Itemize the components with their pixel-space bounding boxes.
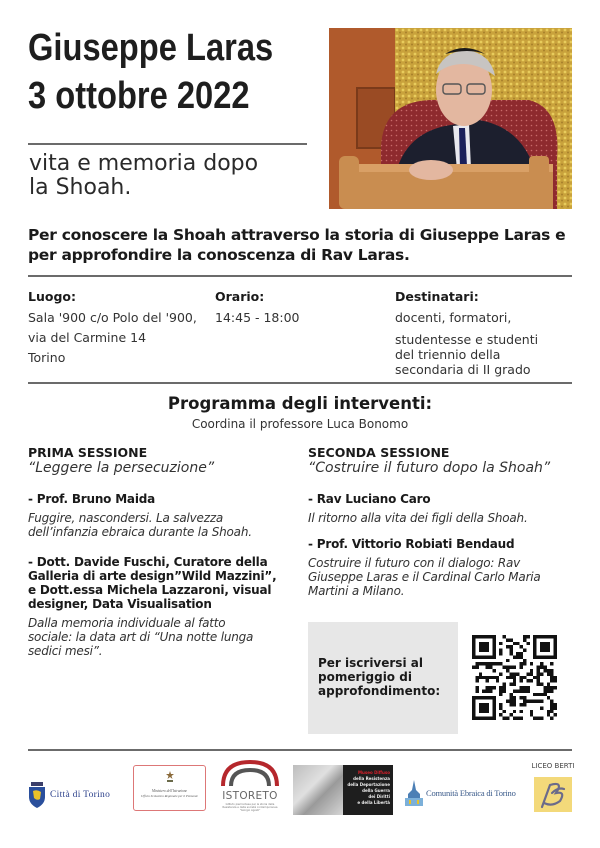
subtitle-line: vita e memoria dopo: [29, 151, 259, 176]
qr-module: [482, 676, 485, 679]
session-seconda: [308, 445, 583, 598]
qr-module: [554, 676, 557, 679]
qr-module: [523, 700, 526, 703]
logo-citta-torino: [28, 779, 123, 811]
registration-line: Per iscriversi al: [318, 656, 423, 670]
qr-module: [523, 689, 526, 692]
qr-module: [479, 642, 489, 652]
qr-module: [520, 679, 523, 682]
qr-module: [513, 700, 516, 703]
qr-module: [506, 676, 509, 679]
qr-module: [509, 672, 512, 675]
qr-module: [550, 672, 553, 675]
torino-shield-icon: [28, 782, 46, 808]
qr-module: [537, 666, 540, 669]
speaker-name: - Prof. Bruno Maida: [28, 492, 156, 506]
qr-module: [492, 662, 495, 665]
qr-module: [509, 703, 512, 706]
title-divider: [28, 143, 307, 145]
qr-module: [537, 693, 540, 696]
qr-module: [550, 679, 553, 682]
qr-module: [516, 655, 519, 658]
qr-module: [520, 703, 523, 706]
qr-module: [537, 669, 540, 672]
qr-module: [547, 672, 550, 675]
logo-comunita-ebraica: [405, 778, 517, 808]
qr-module: [516, 642, 519, 645]
talk-title: Fuggire, nascondersi. La salvezza: [28, 511, 224, 525]
liceo-berti-label: LICEO BERTI: [531, 762, 575, 770]
portrait-photo: [329, 28, 572, 209]
talk-item: [28, 555, 298, 658]
talk-title: dell’infanzia ebraica durante la Shoah.: [28, 525, 252, 539]
speaker-name: e Dott.essa Michela Lazzaroni, visual: [28, 583, 272, 597]
qr-module: [550, 706, 553, 709]
qr-module: [550, 662, 553, 665]
qr-module: [486, 689, 489, 692]
qr-module: [523, 649, 526, 652]
registration-line: approfondimento:: [318, 684, 441, 698]
event-subtitle: [29, 152, 319, 200]
comunita-label: Comunità Ebraica di Torino: [426, 788, 516, 798]
qr-module: [513, 696, 516, 699]
qr-module: [506, 717, 509, 720]
qr-module: [547, 689, 550, 692]
qr-module: [520, 689, 523, 692]
qr-module: [482, 689, 485, 692]
qr-module: [540, 683, 543, 686]
qr-module: [523, 662, 526, 665]
intro-line: Per conoscere la Shoah attraverso la storia di Giuseppe Laras e: [28, 226, 566, 244]
qr-module: [513, 679, 516, 682]
qr-module: [537, 717, 540, 720]
qr-code-graphic: [472, 635, 557, 720]
qr-module: [543, 693, 546, 696]
qr-module: [530, 700, 533, 703]
qr-module: [516, 672, 519, 675]
talk-title: Costruire il futuro con il dialogo: Rav: [308, 556, 521, 570]
qr-module: [475, 662, 478, 665]
intro-divider: [28, 275, 572, 277]
qr-module: [496, 676, 499, 679]
programma-coordinator: Coordina il professore Luca Bonomo: [191, 417, 409, 431]
qr-module: [550, 689, 553, 692]
ministero-line: Ministero dell'Istruzione: [151, 789, 188, 793]
qr-module: [492, 669, 495, 672]
event-title: [28, 24, 277, 120]
orario-label: Orario:: [215, 289, 265, 304]
talk-title: sedici mesi”.: [28, 644, 103, 658]
qr-module: [543, 666, 546, 669]
qr-module: [523, 635, 526, 638]
qr-module: [526, 686, 529, 689]
qr-module: [523, 703, 526, 706]
qr-module: [554, 706, 557, 709]
qr-module: [537, 700, 540, 703]
qr-module: [475, 686, 478, 689]
qr-module: [475, 679, 478, 682]
emblem-icon: [165, 771, 175, 782]
qr-module: [489, 662, 492, 665]
speaker-name: Galleria di arte design”Wild Mazzini”,: [28, 569, 277, 583]
qr-module: [526, 679, 529, 682]
qr-module: [509, 645, 512, 648]
portrait-illustration: [329, 28, 572, 209]
museo-line: della Resistenza: [353, 776, 390, 781]
qr-module: [503, 683, 506, 686]
qr-module: [489, 689, 492, 692]
qr-module: [499, 706, 502, 709]
title-date: 3 ottobre 2022: [28, 75, 250, 117]
qr-module: [472, 666, 475, 669]
luogo-line: Sala '900 c/o Polo del '900,: [28, 310, 197, 325]
qr-module: [503, 666, 506, 669]
speaker-name: - Rav Luciano Caro: [308, 492, 431, 506]
intro-line: per approfondire la conoscenza di Rav Laras.: [28, 246, 410, 264]
talk-title: Il ritorno alla vita dei figli della Shoah.: [308, 511, 528, 525]
orario-value: 14:45 - 18:00: [215, 310, 300, 325]
destinatari-line: docenti, formatori,: [395, 310, 512, 325]
qr-module: [513, 717, 516, 720]
qr-module: [550, 717, 553, 720]
qr-module: [509, 666, 512, 669]
museo-line: Museo Diffuso: [358, 770, 390, 775]
title-name: Giuseppe Laras: [28, 27, 274, 69]
qr-module: [520, 645, 523, 648]
qr-module: [475, 689, 478, 692]
qr-module: [509, 638, 512, 641]
qr-module: [516, 717, 519, 720]
qr-module: [509, 700, 512, 703]
qr-module: [506, 659, 509, 662]
qr-module: [526, 642, 529, 645]
qr-module: [479, 676, 482, 679]
museo-line: della Deportazione: [347, 782, 390, 787]
qr-module: [506, 669, 509, 672]
qr-module: [506, 700, 509, 703]
museo-line: dei Diritti: [368, 794, 390, 799]
luogo-line: Torino: [28, 350, 66, 365]
talk-title: Martini a Milano.: [308, 584, 405, 598]
qr-module: [526, 672, 529, 675]
qr-module: [513, 655, 516, 658]
info-destinatari: [395, 289, 575, 377]
qr-module: [550, 669, 553, 672]
citta-torino-label: Città di Torino: [50, 790, 111, 800]
qr-module: [509, 713, 512, 716]
qr-module: [540, 662, 543, 665]
qr-module: [520, 676, 523, 679]
qr-module: [523, 659, 526, 662]
qr-module: [506, 666, 509, 669]
destinatari-line: secondaria di II grado: [395, 362, 531, 377]
logo-liceo-berti: [528, 762, 578, 812]
qr-module: [509, 693, 512, 696]
qr-module: [520, 666, 523, 669]
speaker-name: - Dott. Davide Fuschi, Curatore della: [28, 555, 268, 569]
istoreto-label: ISTORETO: [222, 790, 278, 802]
talk-item: [308, 537, 583, 598]
qr-module: [513, 683, 516, 686]
qr-module: [530, 672, 533, 675]
qr-module: [547, 683, 550, 686]
qr-module: [513, 642, 516, 645]
qr-module: [530, 713, 533, 716]
registration-line: pomeriggio di: [318, 670, 412, 684]
qr-module: [486, 666, 489, 669]
qr-module: [479, 703, 489, 713]
ministero-line: Ufficio Scolastico Regionale per il Piemonte: [141, 794, 198, 798]
session-title: “Costruire il futuro dopo la Shoah”: [308, 460, 551, 476]
qr-module: [499, 689, 502, 692]
qr-module: [526, 700, 529, 703]
qr-module: [540, 717, 543, 720]
qr-module: [503, 686, 506, 689]
istoreto-arch-icon: [219, 760, 281, 786]
qr-module: [537, 683, 540, 686]
qr-module: [513, 672, 516, 675]
luogo-line: via del Carmine 14: [28, 330, 147, 345]
talk-item: [308, 492, 583, 525]
qr-module: [503, 717, 506, 720]
speaker-name: - Prof. Vittorio Robiati Bendaud: [308, 537, 515, 551]
qr-module: [540, 666, 543, 669]
qr-module: [520, 652, 523, 655]
qr-module: [509, 649, 512, 652]
qr-module: [503, 710, 506, 713]
qr-module: [533, 693, 536, 696]
qr-module: [520, 662, 523, 665]
qr-module: [540, 672, 543, 675]
qr-module: [486, 662, 489, 665]
qr-module: [520, 717, 523, 720]
qr-module: [503, 635, 506, 638]
session-label: PRIMA SESSIONE: [28, 445, 148, 460]
qr-module: [523, 686, 526, 689]
qr-module: [520, 696, 523, 699]
qr-module: [486, 686, 489, 689]
session-title: “Leggere la persecuzione”: [28, 460, 215, 476]
qr-module: [499, 693, 502, 696]
qr-module: [540, 700, 543, 703]
qr-module: [530, 710, 533, 713]
qr-module: [523, 676, 526, 679]
qr-module: [506, 638, 509, 641]
info-luogo: [28, 289, 218, 368]
qr-module: [540, 706, 543, 709]
destinatari-line: studentesse e studenti: [395, 332, 539, 347]
subtitle-line: la Shoah.: [29, 175, 132, 200]
qr-module: [533, 700, 536, 703]
info-orario: [215, 289, 345, 328]
qr-module: [540, 693, 543, 696]
qr-module: [520, 710, 523, 713]
qr-module: [506, 645, 509, 648]
logo-museo-diffuso: [293, 765, 393, 815]
museo-line: della Guerra: [362, 788, 390, 793]
qr-module: [503, 689, 506, 692]
qr-module: [499, 642, 502, 645]
qr-module: [533, 676, 536, 679]
qr-module: [499, 703, 502, 706]
qr-module: [513, 666, 516, 669]
qr-module: [509, 683, 512, 686]
info-divider: [28, 382, 572, 384]
qr-module: [499, 662, 502, 665]
qr-module: [479, 662, 482, 665]
destinatari-label: Destinatari:: [395, 289, 479, 304]
qr-module: [550, 676, 553, 679]
qr-module: [554, 713, 557, 716]
qr-module: [554, 703, 557, 706]
qr-module: [482, 662, 485, 665]
liceo-berti-emblem: [534, 777, 572, 812]
logo-ministero: [133, 765, 206, 811]
qr-module: [547, 713, 550, 716]
qr-module: [509, 696, 512, 699]
qr-module: [513, 710, 516, 713]
museo-line: e della Libertà: [357, 800, 390, 805]
qr-module: [499, 649, 502, 652]
qr-module: [475, 676, 478, 679]
qr-module: [479, 672, 482, 675]
qr-module: [543, 669, 546, 672]
qr-module: [550, 703, 553, 706]
qr-module: [499, 686, 502, 689]
istoreto-wordmark: [218, 790, 282, 802]
qr-module: [486, 679, 489, 682]
programma-title: Programma degli interventi:: [167, 394, 433, 413]
qr-module: [550, 700, 553, 703]
qr-module: [554, 679, 557, 682]
qr-module: [547, 710, 550, 713]
museo-graphic: [293, 765, 343, 815]
qr-module: [547, 686, 550, 689]
qr-module: [499, 713, 502, 716]
qr-module: [540, 642, 550, 652]
qr-module: [550, 686, 553, 689]
istoreto-caption: Istituto piemontese per la storia della Resistenza e della società contemporanea "Giorgio Agosti": [222, 803, 278, 812]
qr-module: [523, 696, 526, 699]
qr-module: [492, 676, 495, 679]
qr-module: [496, 679, 499, 682]
registration-text: [318, 656, 448, 698]
qr-module: [523, 638, 526, 641]
logo-istoreto: [218, 760, 282, 818]
qr-module: [509, 676, 512, 679]
qr-module: [499, 652, 502, 655]
qr-module: [492, 686, 495, 689]
destinatari-line: del triennio della: [395, 347, 501, 362]
qr-module: [530, 669, 533, 672]
footer-divider: [28, 749, 572, 751]
qr-module: [530, 679, 533, 682]
talk-item: [28, 492, 298, 539]
qr-module: [520, 655, 523, 658]
qr-module: [543, 689, 546, 692]
talk-title: Giuseppe Laras e il Cardinal Carlo Maria: [308, 570, 541, 584]
qr-module: [533, 717, 536, 720]
qr-module: [489, 666, 492, 669]
qr-module: [543, 686, 546, 689]
qr-code-icon[interactable]: [472, 635, 557, 720]
qr-module: [526, 635, 529, 638]
qr-module: [509, 652, 512, 655]
qr-module: [513, 676, 516, 679]
qr-module: [489, 686, 492, 689]
session-prima: [28, 445, 298, 658]
intro-statement: [28, 225, 578, 265]
qr-module: [475, 666, 478, 669]
qr-module: [537, 676, 540, 679]
talk-title: sociale: la data art di “Una notte lunga: [28, 630, 254, 644]
qr-module: [516, 652, 519, 655]
qr-module: [499, 672, 502, 675]
qr-module: [550, 710, 553, 713]
mole-antonelliana-icon: [405, 780, 423, 806]
qr-module: [489, 676, 492, 679]
qr-module: [486, 676, 489, 679]
session-label: SECONDA SESSIONE: [308, 445, 450, 460]
luogo-label: Luogo:: [28, 289, 76, 304]
talk-title: Dalla memoria individuale al fatto: [28, 616, 226, 630]
qr-module: [513, 703, 516, 706]
qr-module: [526, 689, 529, 692]
qr-module: [513, 689, 516, 692]
qr-module: [520, 686, 523, 689]
signature-b-icon: [534, 777, 572, 812]
qr-module: [530, 662, 533, 665]
speaker-name: designer, Data Visualisation: [28, 597, 212, 611]
qr-module: [496, 662, 499, 665]
qr-module: [554, 686, 557, 689]
museo-text-panel: [343, 765, 393, 815]
qr-module: [547, 669, 550, 672]
qr-module: [537, 679, 540, 682]
qr-module: [516, 689, 519, 692]
qr-module: [547, 696, 550, 699]
qr-module: [537, 672, 540, 675]
